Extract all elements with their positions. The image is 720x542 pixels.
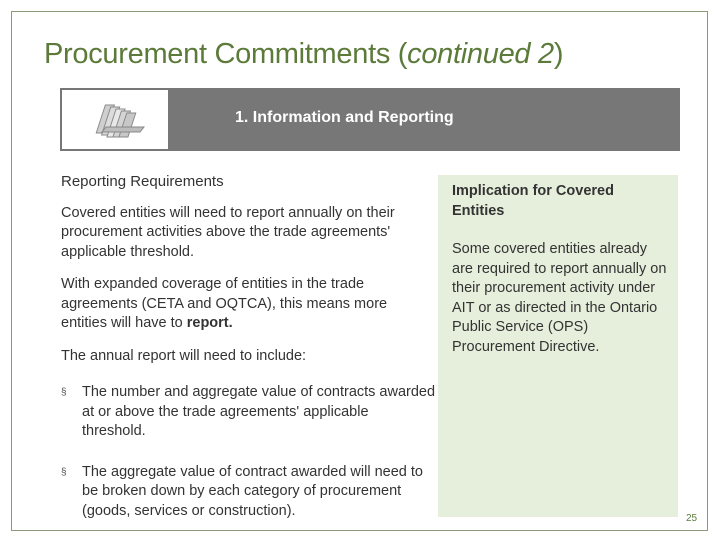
list-item (61, 463, 436, 522)
slide-title (44, 38, 563, 71)
paragraph-annual-report: Covered entities will need to report annually on their procurement activities above the trade agreements' applicable threshold. (61, 204, 395, 260)
banner-label: 1. Information and Reporting (235, 109, 454, 126)
title-main: Procurement Commitments ( (44, 38, 408, 70)
implication-panel (438, 175, 678, 517)
bullet-marker: § (61, 387, 67, 398)
reporting-requirements-heading: Reporting Requirements (61, 173, 224, 190)
title-italic: continued 2 (407, 38, 554, 70)
section-banner (60, 88, 680, 151)
list-item-text: The aggregate value of contract awarded will need to be broken down by each category of procurement (goods, services or construction). (82, 463, 423, 519)
implication-body: Some covered entities already are required to report annually on their procurement activity under AIT or as directed in the Ontario Public Service (OPS) Procurement Directive. (452, 241, 667, 355)
banner-icon-box (62, 90, 168, 149)
page-number: 25 (686, 513, 698, 524)
paragraph-expanded-coverage-bold: report. (186, 315, 233, 331)
list-item-text: The number and aggregate value of contracts awarded at or above the trade agreements' applicable threshold. (82, 384, 436, 439)
requirements-list (61, 383, 436, 521)
list-item (61, 383, 436, 442)
left-column (61, 172, 436, 542)
paragraph-expanded-coverage-text: With expanded coverage of entities in the trade agreements (CETA and OQTCA), this means more entities will have to (61, 276, 388, 331)
stacked-documents-icon (62, 90, 168, 149)
implication-heading: Implication for Covered Entities (452, 183, 614, 219)
paragraph-expanded-coverage (61, 275, 436, 334)
paragraph-report-include: The annual report will need to include: (61, 347, 307, 364)
title-close: ) (553, 38, 564, 70)
bullet-marker: § (61, 466, 67, 478)
implication-panel-content (452, 182, 668, 357)
